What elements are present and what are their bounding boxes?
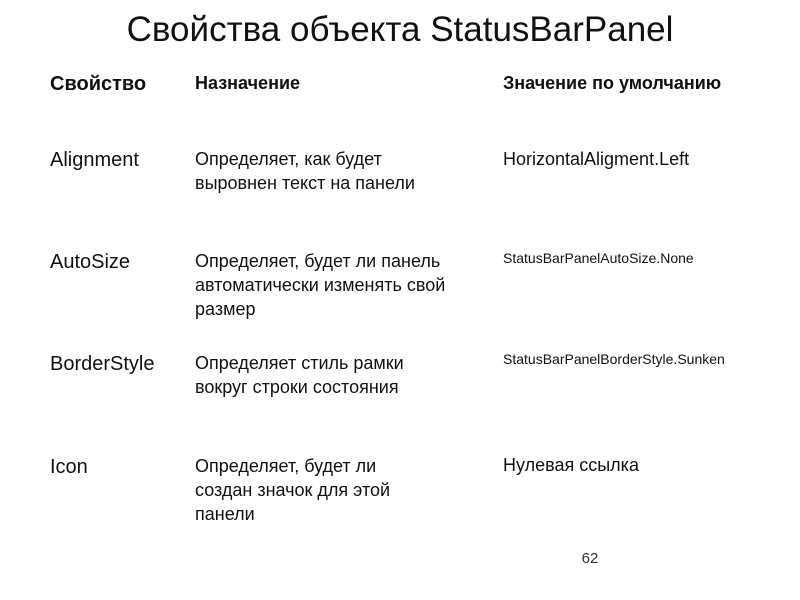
row-alignment-property: Alignment [50,149,139,171]
row-borderstyle-property: BorderStyle [50,353,155,375]
row-icon-purpose [195,454,495,526]
purpose-line: Определяет, будет ли [195,456,377,476]
row-borderstyle-purpose [195,351,495,399]
row-autosize-default: StatusBarPanelAutoSize.None [503,250,694,266]
purpose-line: панели [195,504,255,524]
purpose-line: Определяет, как будет [195,149,382,169]
header-purpose: Назначение [195,73,301,93]
row-autosize-purpose [195,249,495,321]
purpose-line: создан значок для этой [195,480,391,500]
purpose-line: Определяет стиль рамки [195,353,404,373]
purpose-line: Определяет, будет ли панель [195,251,441,271]
purpose-line: размер [195,299,256,319]
page-number: 62 [581,550,599,567]
row-alignment-purpose [195,147,495,195]
row-autosize-property: AutoSize [50,251,131,273]
purpose-line: автоматически изменять свой [195,275,446,295]
purpose-line: вокруг строки состояния [195,377,399,397]
row-borderstyle-default: StatusBarPanelBorderStyle.Sunken [503,351,725,367]
purpose-line: выровнен текст на панели [195,173,415,193]
header-default: Значение по умолчанию [503,73,722,93]
row-alignment-default: HorizontalAligment.Left [503,149,690,169]
slide-title: Свойства объекта StatusBarPanel [126,10,674,49]
header-property: Свойство [50,73,147,95]
row-icon-default: Нулевая ссылка [503,455,639,475]
row-icon-property: Icon [50,456,88,478]
